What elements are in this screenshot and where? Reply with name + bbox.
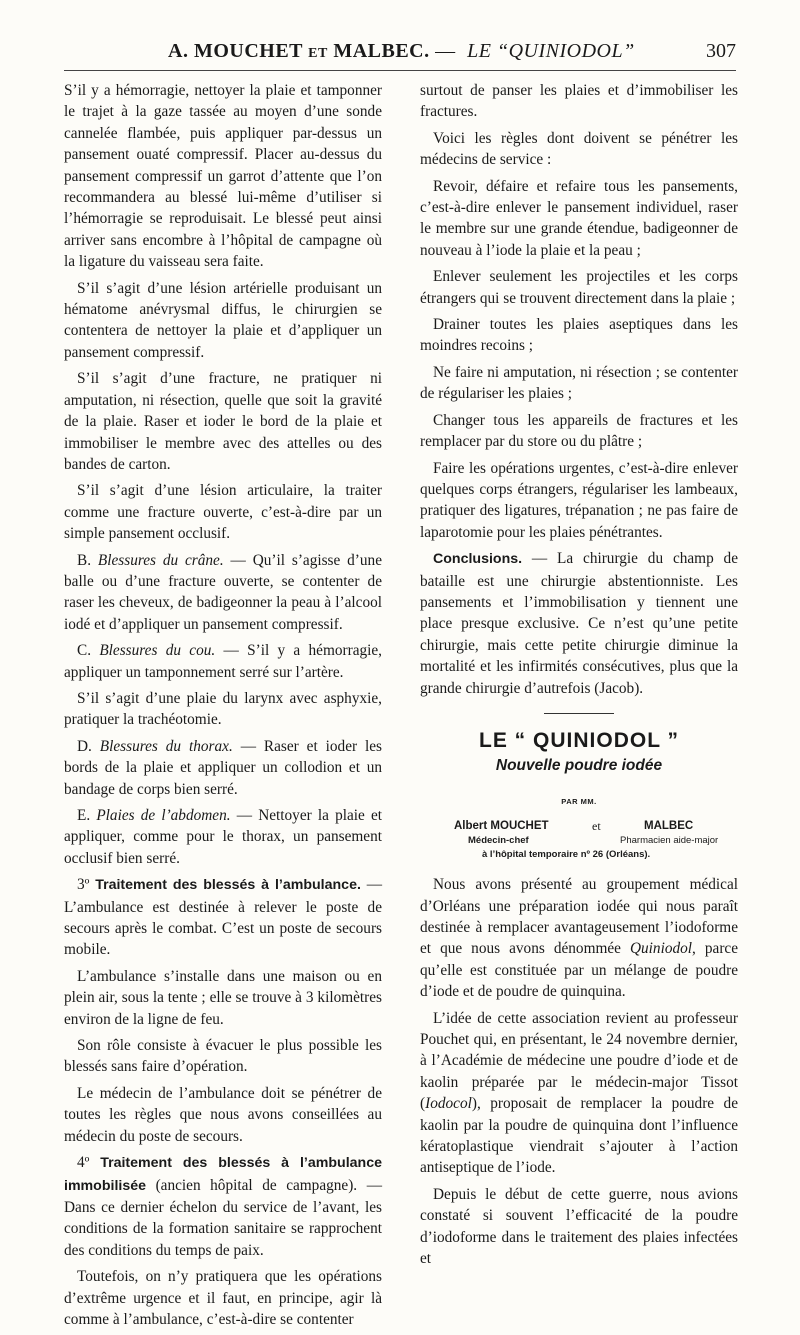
section-heading: Blessures du cou.: [99, 642, 216, 660]
paragraph: surtout de panser les plaies et d’immobiliser les fractures.: [420, 82, 738, 121]
header-authors: A. MOUCHET et MALBEC.: [168, 40, 430, 62]
term-iodocol: Iodocol: [425, 1095, 472, 1113]
paragraph-blessures-crane: [64, 550, 382, 636]
paragraph: Depuis le début de cette guerre, nous avions constaté si souvent l’efficacité de la poudre d’iodoforme dans le traitement des plaies infectées et: [420, 1185, 738, 1268]
paragraph: [420, 874, 738, 1002]
paragraph-ambulance: [64, 874, 382, 961]
running-header: [64, 40, 736, 71]
paragraph: L’ambulance s’installe dans une maison ou en plein air, sous la tente ; elle se trouve à 3 kilomètres environ de la ligne de feu.: [64, 967, 382, 1028]
paragraph-conclusions: [420, 548, 738, 699]
section-number: 4º: [77, 1154, 101, 1172]
header-title: LE “QUINIODOL”: [467, 40, 635, 62]
paragraph-text: — S’il y a hémorragie, appliquer un tamponnement serré sur l’artère.: [64, 642, 382, 681]
paragraph-text: — Raser et ioder les bords de la plaie et appliquer un collodion et un bandage de corps bien serré.: [64, 737, 382, 798]
paragraph: Toutefois, on n’y pratiquera que les opérations d’extrême urgence et il faut, en principe, agir là comme à l’ambulance, c’est-à-dire se contenter: [64, 1268, 382, 1328]
left-column: [64, 80, 382, 1335]
paragraph-text: — La chirurgie du champ de bataille est une chirurgie abstentionniste. Les pansements et l’immobilisation y tiennent une place presque exclusive. Ce n’est qu’une petite chirurgie, mais cette petite chirurgie diminue la mortalité et les infirmités consécutives, plus que la grande chirurgie d’autrefois (Jacob).: [420, 550, 738, 697]
paragraph: S’il s’agit d’une lésion artérielle produisant un hématome anévrysmal diffus, le chirurgien se contentera de nettoyer la plaie et d’appliquer un pansement compressif.: [64, 279, 382, 361]
author-1-role: Médecin-chef: [468, 835, 529, 847]
paragraph: Faire les opérations urgentes, c’est-à-dire enlever quelques corps étrangers, régulariser les lambeaux, pratiquer des ligatures, trépanation ; ne pas faire de laparotomie pour les plaies pénétrantes.: [420, 459, 738, 541]
section-letter: C.: [77, 642, 100, 660]
paragraph: Revoir, défaire et refaire tous les pansements, c’est-à-dire enlever le pansement individuel, raser le membre sur une grande étendue, badigeonner de nouveau à l’iode la plaie et la peau ;: [420, 177, 738, 259]
paragraph-text: Nous avons présenté au groupement médical d’Orléans une préparation iodée qui nous paraît destinée à remplacer avantageusement l’iodoforme et que nous avons dénommée: [420, 876, 738, 958]
paragraph: Enlever seulement les projectiles et les corps étrangers qui se trouvent directement dans la plaie ;: [420, 268, 738, 307]
paragraph: Drainer toutes les plaies aseptiques dans les moindres recoins ;: [420, 316, 738, 355]
paragraph: S’il y a hémorragie, nettoyer la plaie et tamponner le trajet à la gaze tassée au moyen d’une sonde cannelée flambée, puis appliquer par-dessus un pansement ouaté compressif. Placer au-dessus du pansement compressif un garrot d’attente que l’on recommandera au blessé lui-même d’utiliser si l’hémorragie se reproduisait. Le blessé peut ainsi arriver sans encombre à l’hôpital de campagne où la ligature du vaisseau sera faite.: [64, 82, 382, 271]
section-letter: E.: [77, 807, 97, 824]
section-letter: D.: [77, 737, 100, 755]
byline: [420, 816, 738, 860]
section-heading: Blessures du thorax.: [99, 737, 233, 755]
page-number: 307: [706, 40, 736, 62]
running-title: [168, 40, 635, 63]
paragraph: S’il s’agit d’une lésion articulaire, la traiter comme une fracture ouverte, c’est-à-dire par un simple pansement occlusif.: [64, 482, 382, 543]
section-number: 3º: [77, 876, 96, 894]
paragraph-text: , parce qu’elle est constituée par un mélange de poudre d’iode et de poudre de quinquina.: [420, 940, 738, 1001]
author-1: Albert MOUCHET: [454, 820, 549, 833]
paragraph-plaies-abdomen: [64, 805, 382, 869]
byline-et: et: [592, 819, 601, 834]
author-2: MALBEC: [644, 820, 694, 833]
paragraph-text: ), proposait de remplacer la poudre de kaolin par la poudre de quinquina dont l’influence kératoplastique viendrait s’ajouter à l’action antiseptique de l’iode.: [420, 1095, 738, 1177]
paragraph-text: — Qu’il s’agisse d’une balle ou d’une fracture ouverte, se contenter de raser les cheveux, de badigeonner la peau à l’alcool iodé et d’appliquer un pansement compressif.: [64, 551, 382, 633]
header-separator: —: [435, 40, 456, 62]
paragraph: Ne faire ni amputation, ni résection ; se contenter de régulariser les plaies ;: [420, 363, 738, 403]
section-heading: Blessures du crâne.: [97, 551, 224, 569]
paragraph: S’il s’agit d’une plaie du larynx avec asphyxie, pratiquer la trachéotomie.: [64, 689, 382, 729]
section-heading: Traitement des blessés à l’ambulance.: [95, 877, 361, 894]
paragraph: Voici les règles dont doivent se pénétrer les médecins de service :: [420, 129, 738, 169]
author-2-role: Pharmacien aide-major: [620, 835, 719, 847]
paragraph-blessures-cou: [64, 640, 382, 683]
section-heading: Plaies de l’abdomen.: [96, 807, 231, 824]
paragraph: Changer tous les appareils de fractures et les remplacer par du store ou du plâtre ;: [420, 411, 738, 451]
byline-par: PAR MM.: [561, 796, 597, 806]
paragraph: [420, 1008, 738, 1179]
paragraph: S’il s’agit d’une fracture, ne pratiquer ni amputation, ni résection, quelle que soit la gravité de la plaie. Raser et ioder le bord de la plaie et immobiliser le membre avec des attelles ou des bandes de carton.: [64, 370, 382, 473]
article-title: LE “ QUINIODOL ”: [479, 728, 679, 752]
paragraph-text: — Nettoyer la plaie et appliquer, comme pour le thorax, un pansement occlusif bien serré.: [64, 807, 382, 867]
paragraph-text: L’idée de cette association revient au professeur Pouchet qui, en présentant, le 24 novembre dernier, à l’Académie de médecine une poudre d’iode et de kaolin préparée par le médecin-major Tissot (: [420, 1009, 738, 1113]
section-heading: Traitement des blessés à l’ambulance immobilisée: [64, 1155, 382, 1194]
section-letter: B.: [77, 551, 98, 569]
article-subtitle: Nouvelle poudre iodée: [495, 757, 663, 775]
right-column: [420, 80, 738, 1275]
section-divider: [544, 713, 614, 714]
paragraph-ambulance-immobilisee: [64, 1152, 382, 1261]
paragraph-blessures-thorax: [64, 736, 382, 800]
paragraph-text: — L’ambulance est destinée à relever le poste de secours après le combat. C’est un poste de secours mobile.: [64, 876, 383, 959]
term-quiniodol: Quiniodol: [629, 940, 693, 958]
section-heading: Conclusions.: [433, 551, 523, 568]
paragraph: Son rôle consiste à évacuer le plus possible les blessés sans faire d’opération.: [64, 1037, 382, 1076]
paragraph: Le médecin de l’ambulance doit se pénétrer de toutes les règles que nous avons conseillées au médecin du poste de secours.: [64, 1084, 382, 1145]
affiliation: à l’hôpital temporaire nº 26 (Orléans).: [482, 849, 651, 861]
paragraph-text: (ancien hôpital de campagne). — Dans ce dernier échelon du service de l’avant, les conditions de la formation sanitaire se rapprochent des conditions du temps de paix.: [64, 1176, 382, 1259]
